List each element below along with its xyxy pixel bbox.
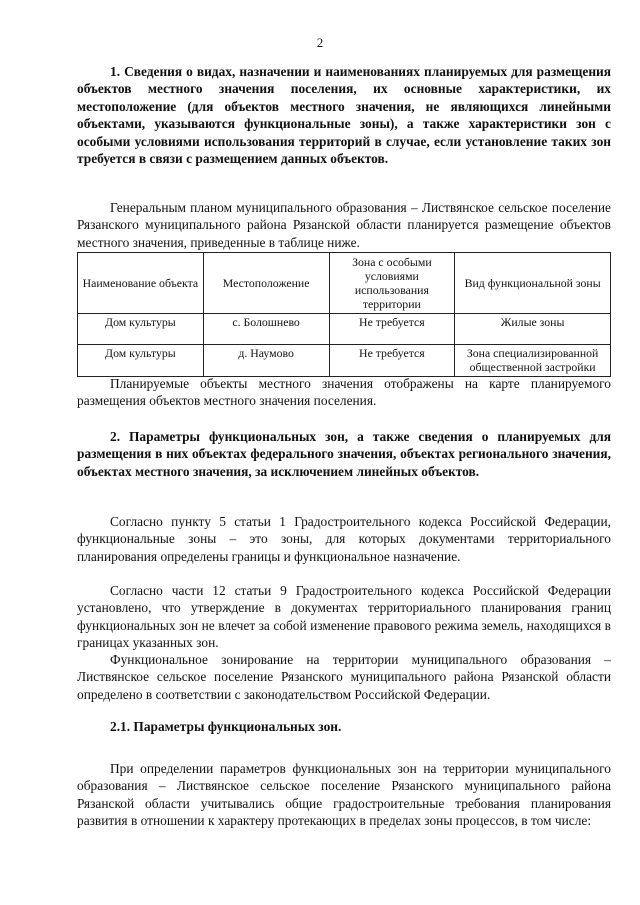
section-2-1-heading: 2.1. Параметры функциональных зон. [110,719,342,734]
table-header-cell: Местоположение [203,253,329,314]
table-cell: Зона специализированной общественной застройки [455,345,611,377]
table-cell: Не требуется [329,314,455,345]
table-cell: Жилые зоны [455,314,611,345]
table-row [78,314,611,345]
table-row [78,345,611,377]
table-header-row [78,253,611,314]
table-cell: д. Наумово [203,345,329,377]
table-header-cell: Вид функциональной зоны [455,253,611,314]
page-number: 2 [316,35,324,50]
section-2-paragraph-2: Согласно части 12 статьи 9 Градостроительного кодекса Российской Федерации установлено, что утверждение в документах территориального планирования границ функциональных зон не влечет за собой изменение правового режима земель, находящихся в границах указанных зон. [77,583,611,651]
table-cell: Не требуется [329,345,455,377]
planned-objects-table [77,252,611,377]
section-2-1-paragraph: При определении параметров функциональных зон на территории муниципального образования – Листвянское сельское поселение Рязанского муниципального района Рязанской области учитывались общие градостроительные требования планирования развития в отношении к характеру протекающих в пределах зоны процессов, в том числе: [77,761,611,829]
table-header-cell: Зона с особыми условиями использования территории [329,253,455,314]
section-2-paragraph-1: Согласно пункту 5 статьи 1 Градостроительного кодекса Российской Федерации, функциональные зоны – это зоны, для которых документами территориального планирования определены границы и функциональное назначение. [77,514,611,564]
section-1-intro: Генеральным планом муниципального образования – Листвянское сельское поселение Рязанского муниципального района Рязанской области планируется размещение объектов местного значения, приведенные в таблице ниже. [77,200,611,250]
table-header-cell: Наименование объекта [78,253,204,314]
section-2-heading: 2. Параметры функциональных зон, а также сведения о планируемых для размещения в них объектах федерального значения, объектах регионального значения, объектах местного значения, за исключением линейных объектов. [77,429,611,479]
table-cell: Дом культуры [78,345,204,377]
table-cell: с. Болошнево [203,314,329,345]
section-1-heading: 1. Сведения о видах, назначении и наименованиях планируемых для размещения объектов местного значения поселения, их основные характеристики, их местоположение (для объектов местного значения, не являющихся линейными объектами, указываются функциональные зоны), а также характеристики зон с особыми условиями использования территорий в случае, если установление таких зон требуется в связи с размещением данных объектов. [77,64,611,167]
section-2-paragraph-3: Функциональное зонирование на территории муниципального образования – Листвянское сельское поселение Рязанского муниципального района Рязанской области определено в соответствии с законодательством Российской Федерации. [77,652,611,702]
table-cell: Дом культуры [78,314,204,345]
section-1-after-table: Планируемые объекты местного значения отображены на карте планируемого размещения объектов местного значения поселения. [77,376,611,409]
